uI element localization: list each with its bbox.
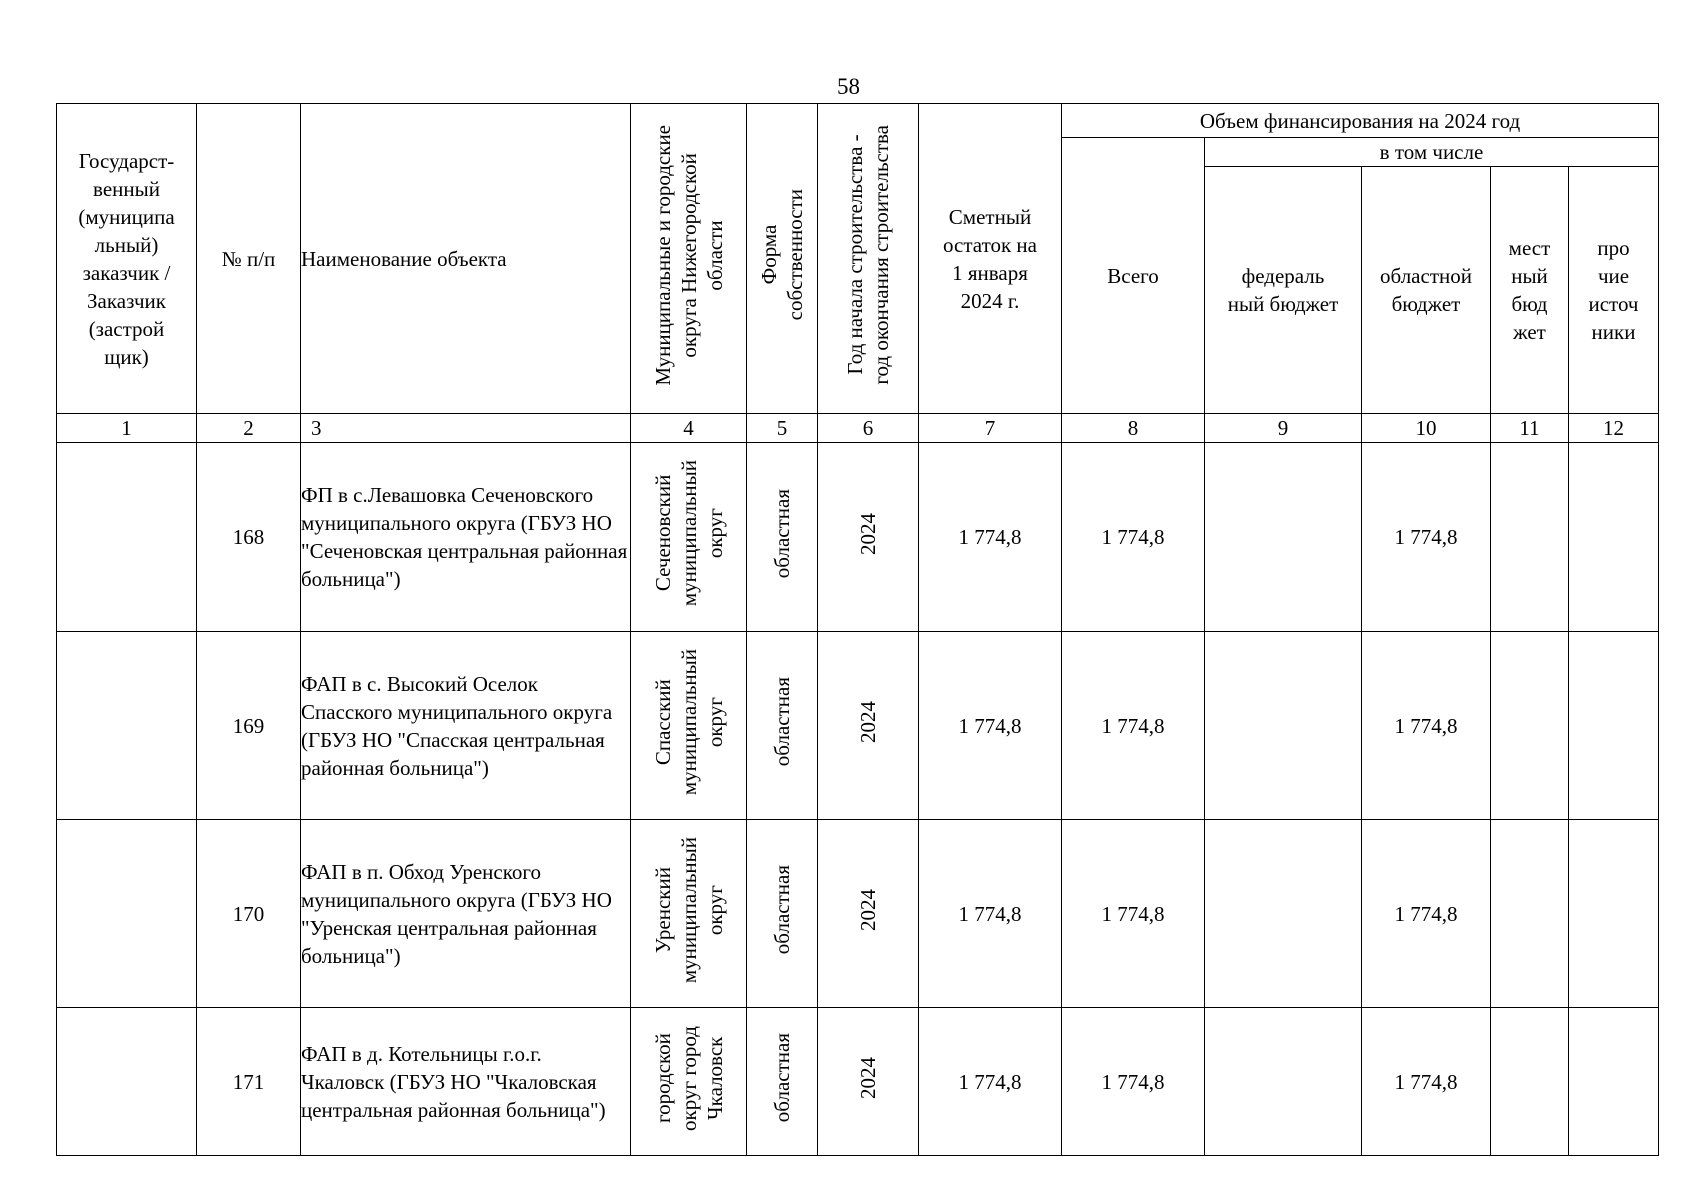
cell-district: Спасский муниципальный округ: [631, 632, 747, 820]
header-including: в том числе: [1205, 138, 1659, 167]
column-number: 4: [631, 414, 747, 443]
cell-estimate: 1 774,8: [919, 632, 1062, 820]
column-number: 5: [747, 414, 818, 443]
cell-district: городской округ город Чкаловск: [631, 1008, 747, 1156]
header-funding-title: Объем финансирования на 2024 год: [1062, 104, 1659, 138]
cell-year: 2024: [818, 1008, 919, 1156]
cell-year: 2024: [818, 443, 919, 632]
cell-local: [1491, 820, 1569, 1008]
header-object-name: Наименование объекта: [301, 104, 631, 414]
cell-customer: [57, 820, 197, 1008]
cell-other: [1569, 632, 1659, 820]
cell-regional: 1 774,8: [1362, 1008, 1491, 1156]
table-row: [57, 443, 1659, 632]
cell-object-name: ФАП в п. Обход Уренского муниципального округа (ГБУЗ НО "Уренская центральная районная больница"): [301, 820, 631, 1008]
header-years: Год начала строительства - год окончания строительства: [818, 104, 919, 414]
cell-ownership: областная: [747, 820, 818, 1008]
cell-object-name: ФАП в с. Высокий Оселок Спасского муниципального округа (ГБУЗ НО "Спасская центральная районная больница"): [301, 632, 631, 820]
cell-other: [1569, 1008, 1659, 1156]
header-local-budget: мест ный бюд жет: [1491, 167, 1569, 414]
header-regional-budget: областной бюджет: [1362, 167, 1491, 414]
cell-regional: 1 774,8: [1362, 632, 1491, 820]
header-number: № п/п: [197, 104, 301, 414]
cell-federal: [1205, 1008, 1362, 1156]
column-number: 1: [57, 414, 197, 443]
header-customer: Государст- венный (муниципа льный) заказчик / Заказчик (застрой щик): [57, 104, 197, 414]
cell-customer: [57, 632, 197, 820]
header-federal-budget: федераль ный бюджет: [1205, 167, 1362, 414]
cell-customer: [57, 1008, 197, 1156]
cell-other: [1569, 820, 1659, 1008]
column-number: 12: [1569, 414, 1659, 443]
cell-ownership: областная: [747, 1008, 818, 1156]
cell-object-name: ФАП в д. Котельницы г.о.г. Чкаловск (ГБУЗ НО "Чкаловская центральная районная больница"): [301, 1008, 631, 1156]
cell-estimate: 1 774,8: [919, 820, 1062, 1008]
cell-federal: [1205, 820, 1362, 1008]
cell-number: 169: [197, 632, 301, 820]
column-number: 8: [1062, 414, 1205, 443]
column-number: 2: [197, 414, 301, 443]
cell-local: [1491, 632, 1569, 820]
cell-total: 1 774,8: [1062, 632, 1205, 820]
column-number: 3: [301, 414, 631, 443]
table-row: [57, 820, 1659, 1008]
cell-ownership: областная: [747, 443, 818, 632]
column-number: 11: [1491, 414, 1569, 443]
cell-local: [1491, 1008, 1569, 1156]
cell-estimate: 1 774,8: [919, 443, 1062, 632]
cell-ownership: областная: [747, 632, 818, 820]
cell-regional: 1 774,8: [1362, 820, 1491, 1008]
cell-number: 171: [197, 1008, 301, 1156]
cell-number: 170: [197, 820, 301, 1008]
column-number: 7: [919, 414, 1062, 443]
header-total: Всего: [1062, 138, 1205, 414]
cell-year: 2024: [818, 820, 919, 1008]
cell-regional: 1 774,8: [1362, 443, 1491, 632]
header-district: Муниципальные и городские округа Нижегородской области: [631, 104, 747, 414]
cell-total: 1 774,8: [1062, 1008, 1205, 1156]
cell-year: 2024: [818, 632, 919, 820]
cell-other: [1569, 443, 1659, 632]
cell-district: Уренский муниципальный округ: [631, 820, 747, 1008]
column-number: 6: [818, 414, 919, 443]
cell-total: 1 774,8: [1062, 443, 1205, 632]
cell-estimate: 1 774,8: [919, 1008, 1062, 1156]
header-other-sources: про чие источ ники: [1569, 167, 1659, 414]
header-ownership: Форма собственности: [747, 104, 818, 414]
column-numbers-row: [57, 414, 1659, 443]
table-row: [57, 1008, 1659, 1156]
cell-number: 168: [197, 443, 301, 632]
header-estimate-balance: Сметный остаток на 1 января 2024 г.: [919, 104, 1062, 414]
cell-federal: [1205, 632, 1362, 820]
financing-table: [56, 103, 1659, 1156]
cell-federal: [1205, 443, 1362, 632]
page-number: 58: [837, 74, 860, 99]
cell-customer: [57, 443, 197, 632]
cell-local: [1491, 443, 1569, 632]
cell-object-name: ФП в с.Левашовка Сеченовского муниципального округа (ГБУЗ НО "Сеченовская центральная районная больница"): [301, 443, 631, 632]
table-row: [57, 632, 1659, 820]
cell-total: 1 774,8: [1062, 820, 1205, 1008]
column-number: 9: [1205, 414, 1362, 443]
cell-district: Сеченовский муниципальный округ: [631, 443, 747, 632]
column-number: 10: [1362, 414, 1491, 443]
